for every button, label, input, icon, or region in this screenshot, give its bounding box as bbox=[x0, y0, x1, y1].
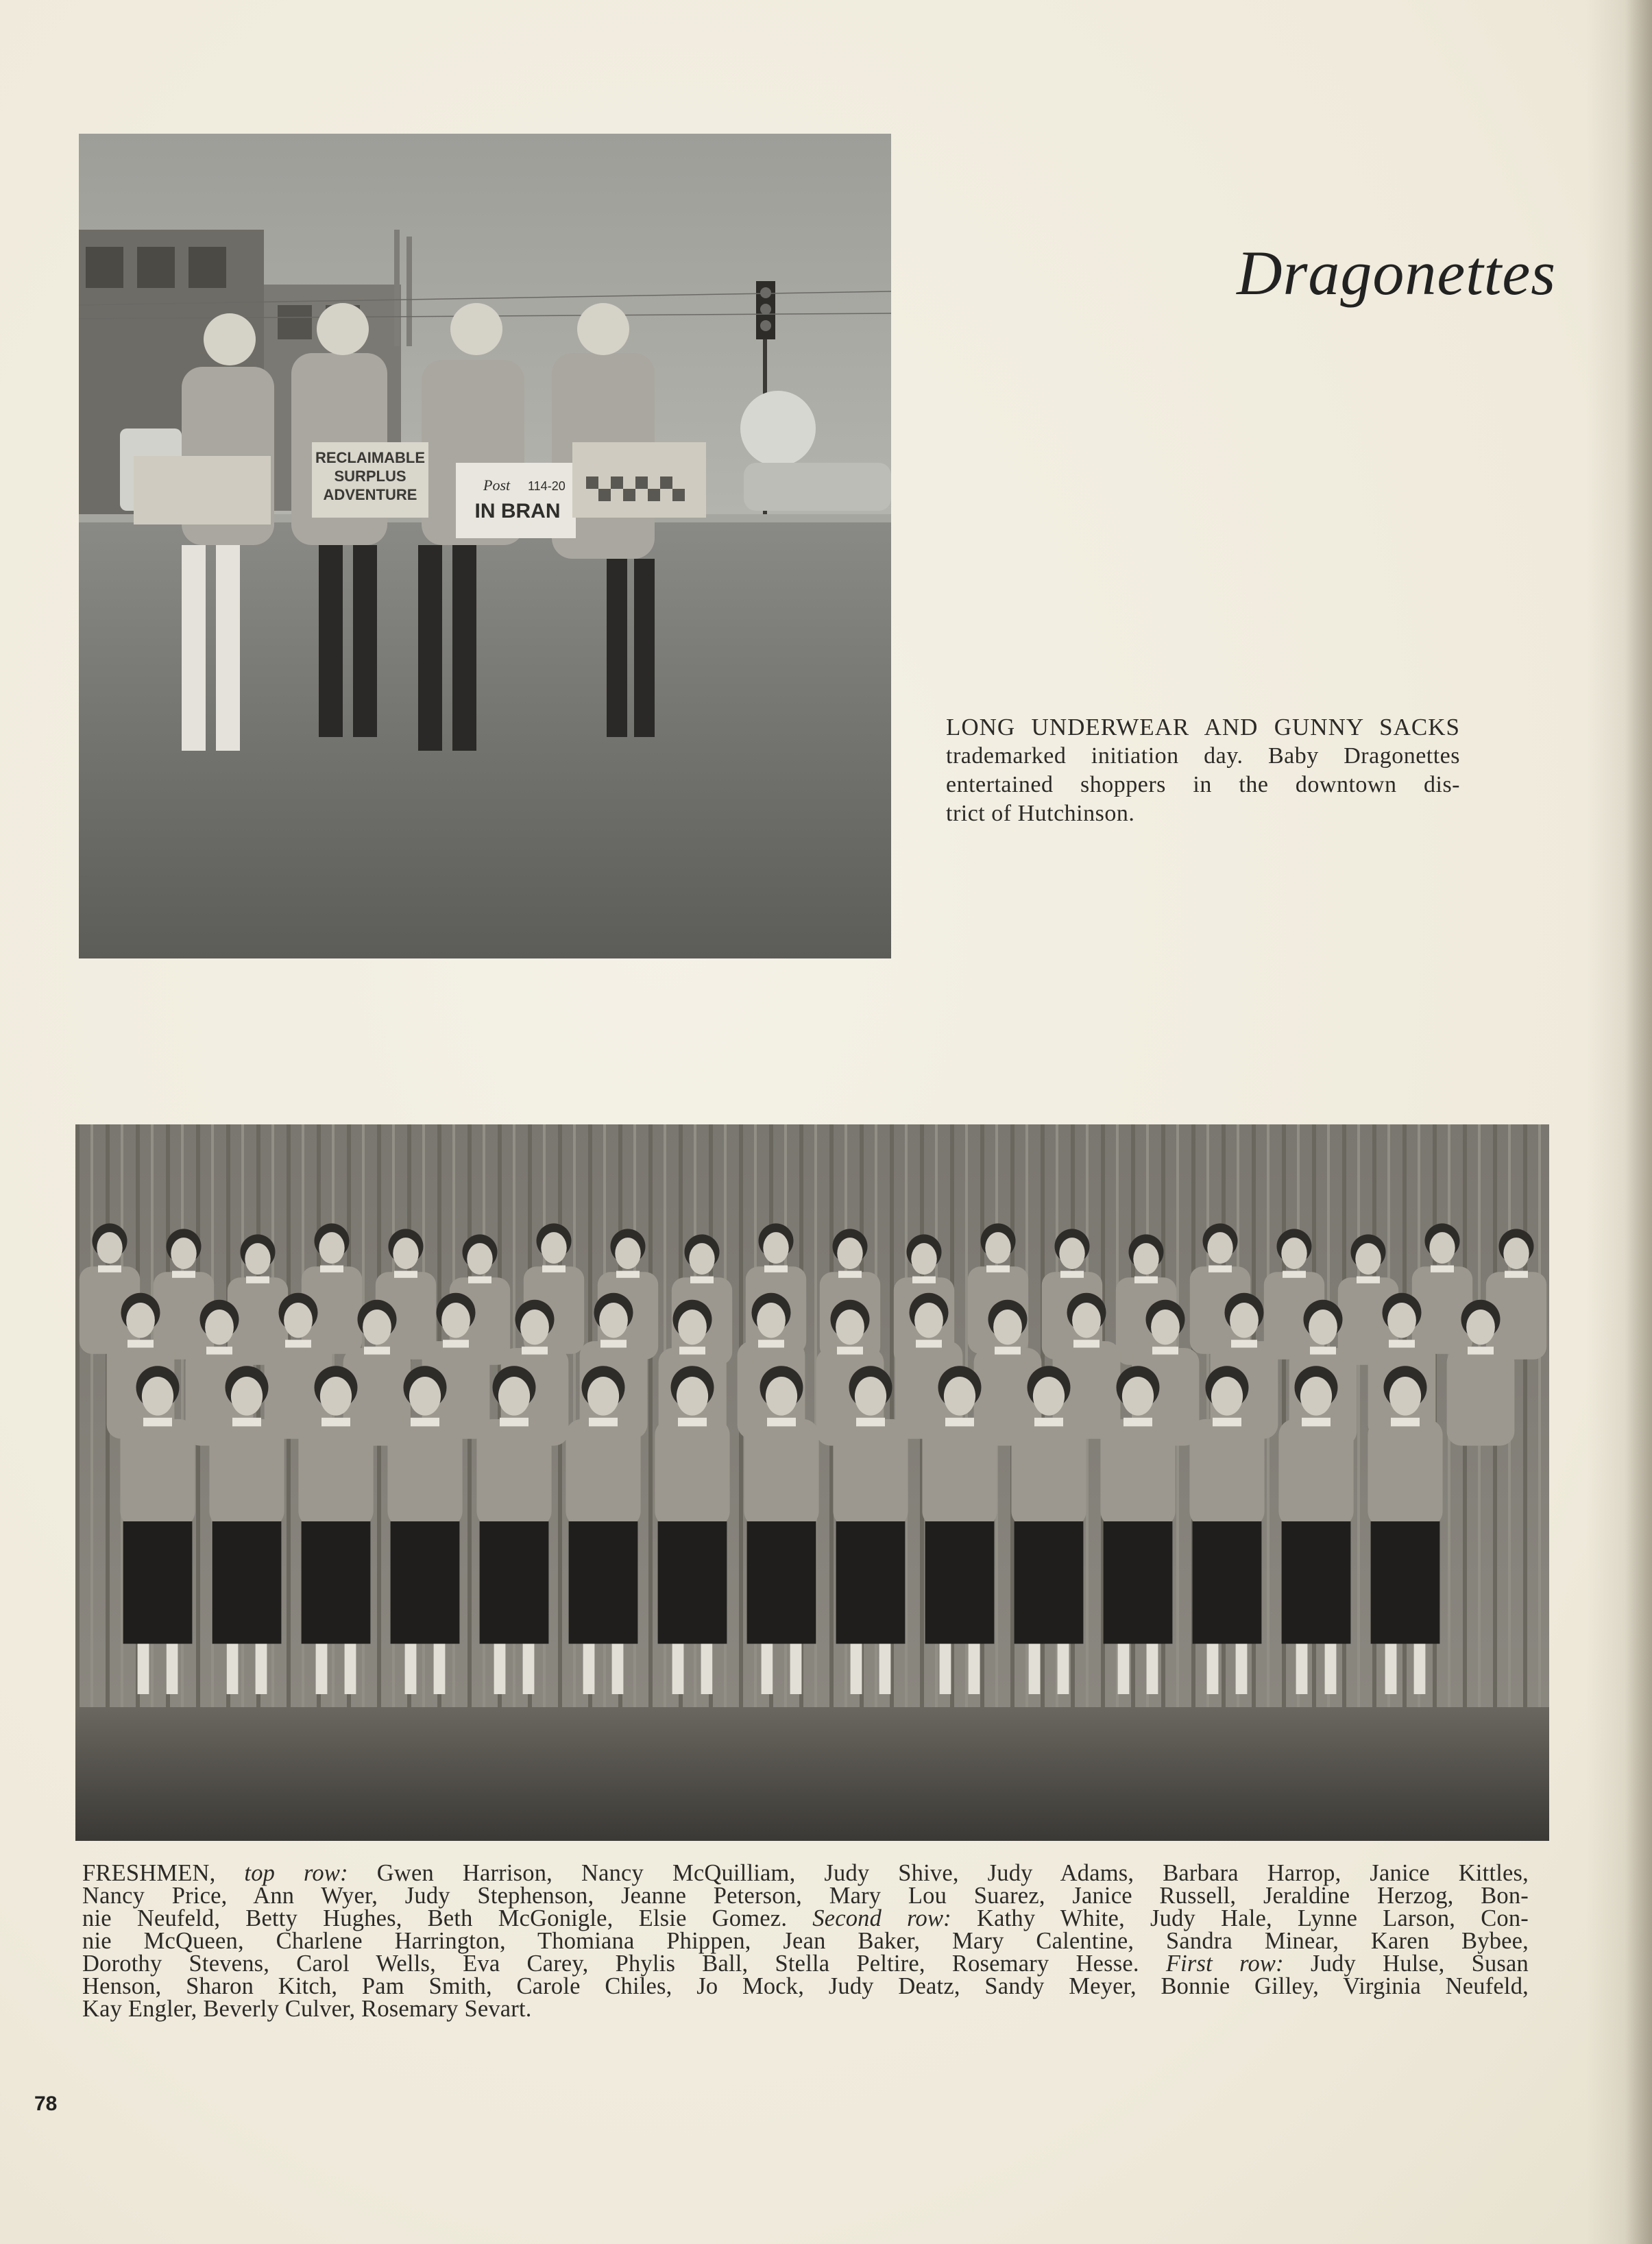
box-product-text: IN BRAN bbox=[474, 500, 561, 522]
row-label: top row: bbox=[244, 1860, 348, 1886]
initiation-photo-graphic bbox=[79, 134, 891, 958]
row-label: Second row: bbox=[812, 1905, 951, 1931]
caption-line: trict of Hutchinson. bbox=[946, 801, 1135, 826]
caption-line bbox=[82, 1885, 1529, 1907]
initiation-caption bbox=[946, 713, 1460, 828]
caption-line bbox=[82, 1953, 1529, 1975]
caption-text: nie Neufeld, Betty Hughes, Beth McGonigle, Elsie Gomez. bbox=[82, 1905, 813, 1931]
freshmen-group-photo bbox=[75, 1124, 1549, 1841]
caption-line bbox=[82, 1975, 1529, 1998]
page-title: Dragonettes bbox=[1237, 238, 1556, 308]
caption-lead: LONG UNDERWEAR AND GUNNY SACKS bbox=[946, 714, 1460, 740]
caption-line bbox=[82, 1930, 1529, 1953]
caption-text: nie McQueen, Charlene Harrington, Thomiana Phippen, Jean Baker, Mary Calentine, Sandra Minear, Karen Bybee, bbox=[82, 1928, 1529, 1954]
caption-line bbox=[82, 1998, 1529, 2020]
row-label: First row: bbox=[1165, 1951, 1284, 1977]
page-edge-shadow bbox=[1625, 0, 1652, 2244]
initiation-day-photo bbox=[79, 134, 891, 958]
box-number-text: 114-20 bbox=[528, 479, 566, 493]
caption-line bbox=[82, 1862, 1529, 1885]
box-sign-1: RECLAIMABLE bbox=[315, 449, 426, 466]
freshmen-caption bbox=[82, 1862, 1529, 2020]
caption-line bbox=[82, 1907, 1529, 1930]
caption-text: Gwen Harrison, Nancy McQuilliam, Judy Shive, Judy Adams, Barbara Harrop, Janice Kittles, bbox=[348, 1860, 1529, 1886]
page-number: 78 bbox=[34, 2092, 58, 2115]
box-sign-3: ADVENTURE bbox=[323, 486, 417, 503]
caption-text: Nancy Price, Ann Wyer, Judy Stephenson, Jeanne Peterson, Mary Lou Suarez, Janice Russell, Jeraldine Herzog, Bon- bbox=[82, 1883, 1529, 1909]
caption-text: Kathy White, Judy Hale, Lynne Larson, Con- bbox=[951, 1905, 1529, 1931]
box-sign-2: SURPLUS bbox=[334, 468, 406, 485]
caption-text: Judy Hulse, Susan bbox=[1283, 1951, 1529, 1977]
caption-line: entertained shoppers in the downtown dis- bbox=[946, 772, 1460, 797]
caption-text: Dorothy Stevens, Carol Wells, Eva Carey, Phylis Ball, Stella Peltire, Rosemary Hesse. bbox=[82, 1951, 1166, 1977]
caption-text: Henson, Sharon Kitch, Pam Smith, Carole Chiles, Jo Mock, Judy Deatz, Sandy Meyer, Bonnie Gilley, Virginia Neufeld, bbox=[82, 1973, 1529, 1999]
caption-text: Kay Engler, Beverly Culver, Rosemary Sevart. bbox=[82, 1996, 532, 2022]
group-photo-graphic bbox=[75, 1124, 1549, 1841]
caption-line: trademarked initiation day. Baby Dragonettes bbox=[946, 743, 1460, 769]
box-brand-text: Post bbox=[483, 476, 511, 494]
caption-text: FRESHMEN, bbox=[82, 1860, 245, 1886]
